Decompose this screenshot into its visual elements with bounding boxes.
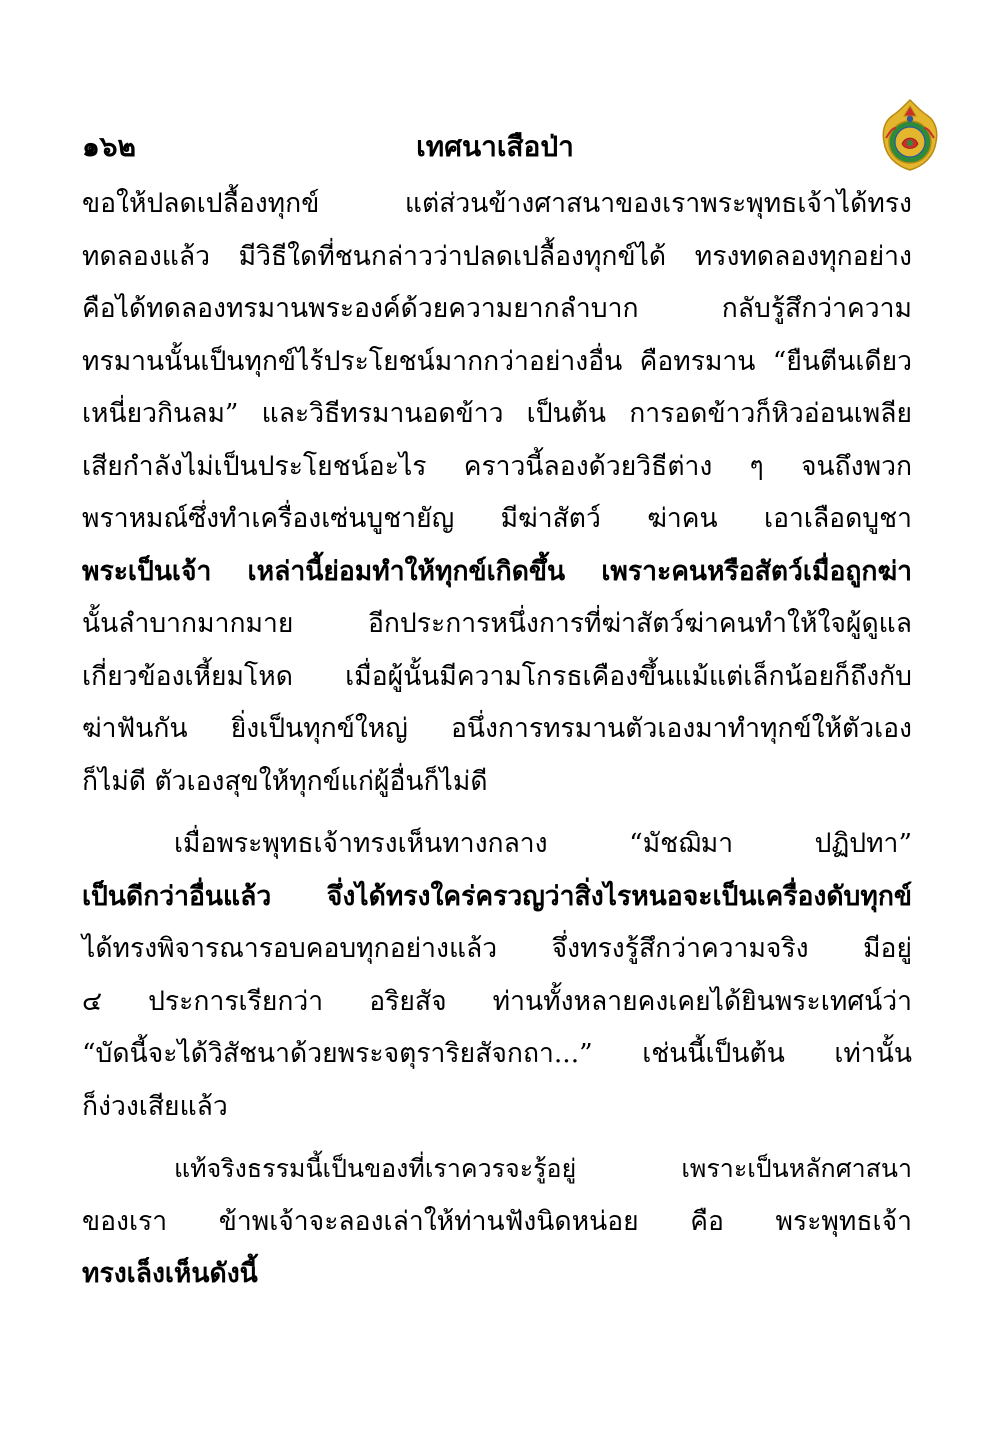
royal-emblem-icon bbox=[878, 98, 942, 172]
text-line: เสียกำลังไม่เป็นประโยชน์อะไร คราวนี้ลองด้วยวิธีต่าง ๆ จนถึงพวก bbox=[82, 450, 912, 482]
text-line: ก็ไม่ดี ตัวเองสุขให้ทุกข์แก่ผู้อื่นก็ไม่ดี bbox=[82, 765, 488, 797]
paragraph-1 bbox=[82, 178, 912, 808]
text-line: เหนี่ยวกินลม” และวิธีทรมานอดข้าว เป็นต้น การอดข้าวก็หิวอ่อนเพลีย bbox=[82, 398, 912, 429]
text-line: เกี่ยวข้องเหี้ยมโหด เมื่อผู้นั้นมีความโกรธเคืองขึ้นแม้แต่เล็กน้อยก็ถึงกับ bbox=[82, 660, 912, 692]
text-line: ๔ ประการเรียกว่า อริยสัจ ท่านทั้งหลายคงเคยได้ยินพระเทศน์ว่า bbox=[82, 985, 912, 1017]
text-line: ขอให้ปลดเปลื้องทุกข์ แต่ส่วนข้างศาสนาของเราพระพุทธเจ้าได้ทรง bbox=[82, 188, 912, 219]
text-line: ทรมานนั้นเป็นทุกข์ไร้ประโยชน์มากกว่าอย่างอื่น คือทรมาน “ยืนตีนเดียว bbox=[82, 345, 912, 377]
page-number: ๑๖๒ bbox=[82, 130, 137, 163]
text-line: แท้จริงธรรมนี้เป็นของที่เราควรจะรู้อยู่ เพราะเป็นหลักศาสนา bbox=[174, 1154, 912, 1183]
text-line: ได้ทรงพิจารณารอบคอบทุกอย่างแล้ว จึ่งทรงรู้สึกว่าความจริง มีอยู่ bbox=[82, 933, 912, 964]
paragraph-2 bbox=[82, 818, 912, 1133]
text-line: ก็ง่วงเสียแล้ว bbox=[82, 1090, 228, 1122]
paragraph-3 bbox=[82, 1143, 912, 1301]
text-line: เป็นดีกว่าอื่นแล้ว จึ่งได้ทรงใคร่ครวญว่าสิ่งไรหนอจะเป็นเครื่องดับทุกข์ bbox=[82, 880, 912, 912]
text-line: พราหมณ์ซึ่งทำเครื่องเซ่นบูชายัญ มีฆ่าสัตว์ ฆ่าคน เอาเลือดบูชา bbox=[82, 503, 912, 534]
page-header bbox=[82, 125, 908, 165]
text-line: “บัดนี้จะได้วิสัชนาด้วยพระจตุราริยสัจกถา...” เช่นนี้เป็นต้น เท่านั้น bbox=[82, 1038, 912, 1069]
running-title: เทศนาเสือป่า bbox=[416, 130, 574, 163]
text-line: ฆ่าฟันกัน ยิ่งเป็นทุกข์ใหญ่ อนึ่งการทรมานตัวเองมาทำทุกข์ให้ตัวเอง bbox=[82, 713, 912, 744]
text-line: เมื่อพระพุทธเจ้าทรงเห็นทางกลาง “มัชฌิมา ปฏิปทา” bbox=[174, 828, 912, 859]
text-line: ของเรา ข้าพเจ้าจะลองเล่าให้ท่านฟังนิดหน่อย คือ พระพุทธเจ้า bbox=[82, 1205, 912, 1237]
text-line: ทดลองแล้ว มีวิธีใดที่ชนกล่าวว่าปลดเปลื้องทุกข์ได้ ทรงทดลองทุกอย่าง bbox=[82, 240, 912, 272]
text-line: คือได้ทดลองทรมานพระองค์ด้วยความยากลำบาก กลับรู้สึกว่าความ bbox=[82, 293, 912, 324]
body-text bbox=[82, 178, 912, 1301]
text-line: พระเป็นเจ้า เหล่านี้ย่อมทำให้ทุกข์เกิดขึ้น เพราะคนหรือสัตว์เมื่อถูกฆ่า bbox=[82, 555, 912, 587]
text-line: ทรงเล็งเห็นดังนี้ bbox=[82, 1258, 258, 1289]
text-line: นั้นลำบากมากมาย อีกประการหนึ่งการที่ฆ่าสัตว์ฆ่าคนทำให้ใจผู้ดูแล bbox=[82, 608, 912, 639]
